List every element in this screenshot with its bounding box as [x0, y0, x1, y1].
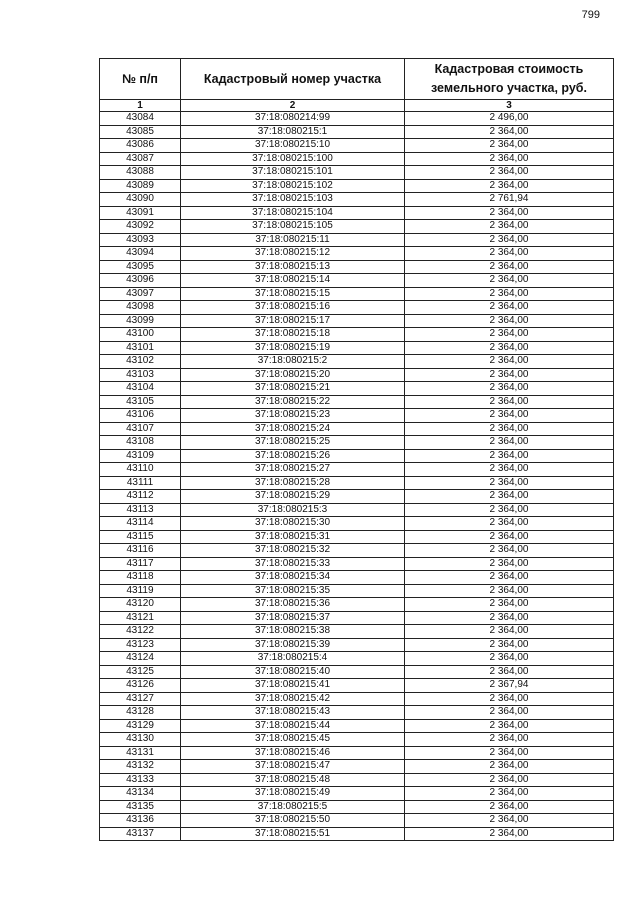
table-row [100, 328, 614, 342]
cadastral-number-cell: 37:18:080215:18 [181, 328, 405, 342]
table-row [100, 787, 614, 801]
table-row [100, 638, 614, 652]
column-number-3: 3 [405, 100, 614, 112]
row-number-cell: 43103 [100, 368, 181, 382]
table-row [100, 220, 614, 234]
cadastral-value-cell: 2 364,00 [405, 422, 614, 436]
cadastral-number-cell: 37:18:080215:17 [181, 314, 405, 328]
row-number-cell: 43089 [100, 179, 181, 193]
cadastral-value-cell: 2 364,00 [405, 625, 614, 639]
cadastral-value-cell: 2 364,00 [405, 476, 614, 490]
cadastral-value-cell: 2 364,00 [405, 125, 614, 139]
table-row [100, 611, 614, 625]
table-row [100, 544, 614, 558]
row-number-cell: 43095 [100, 260, 181, 274]
cadastral-number-cell: 37:18:080215:16 [181, 301, 405, 315]
row-number-cell: 43099 [100, 314, 181, 328]
cadastral-value-cell: 2 364,00 [405, 274, 614, 288]
row-number-cell: 43112 [100, 490, 181, 504]
row-number-cell: 43118 [100, 571, 181, 585]
row-number-cell: 43104 [100, 382, 181, 396]
table-row [100, 760, 614, 774]
cadastral-number-cell: 37:18:080215:4 [181, 652, 405, 666]
table-row [100, 503, 614, 517]
cadastral-number-cell: 37:18:080215:104 [181, 206, 405, 220]
row-number-cell: 43125 [100, 665, 181, 679]
cadastral-value-cell: 2 364,00 [405, 706, 614, 720]
table-row [100, 692, 614, 706]
cadastral-value-cell: 2 364,00 [405, 287, 614, 301]
table-row [100, 395, 614, 409]
row-number-cell: 43129 [100, 719, 181, 733]
cadastral-value-cell: 2 364,00 [405, 368, 614, 382]
row-number-cell: 43120 [100, 598, 181, 612]
table-row [100, 679, 614, 693]
row-number-cell: 43113 [100, 503, 181, 517]
table-row [100, 260, 614, 274]
cadastral-number-cell: 37:18:080215:13 [181, 260, 405, 274]
cadastral-number-cell: 37:18:080215:2 [181, 355, 405, 369]
table-row [100, 112, 614, 126]
table-row [100, 449, 614, 463]
cadastral-value-cell: 2 364,00 [405, 571, 614, 585]
row-number-cell: 43126 [100, 679, 181, 693]
cadastral-number-cell: 37:18:080214:99 [181, 112, 405, 126]
cadastral-value-cell: 2 364,00 [405, 733, 614, 747]
cadastral-number-cell: 37:18:080215:40 [181, 665, 405, 679]
table-row [100, 476, 614, 490]
row-number-cell: 43132 [100, 760, 181, 774]
cadastral-value-cell: 2 364,00 [405, 490, 614, 504]
cadastral-value-cell: 2 364,00 [405, 355, 614, 369]
page-number: 799 [581, 9, 600, 21]
table-row [100, 233, 614, 247]
cadastral-number-cell: 37:18:080215:103 [181, 193, 405, 207]
table-row [100, 125, 614, 139]
row-number-cell: 43107 [100, 422, 181, 436]
cadastral-number-cell: 37:18:080215:51 [181, 827, 405, 841]
cadastral-number-cell: 37:18:080215:24 [181, 422, 405, 436]
table-row [100, 368, 614, 382]
table-row [100, 301, 614, 315]
cadastral-value-cell: 2 364,00 [405, 746, 614, 760]
table-row [100, 530, 614, 544]
cadastral-number-cell: 37:18:080215:30 [181, 517, 405, 531]
cadastral-value-cell: 2 364,00 [405, 409, 614, 423]
cadastral-value-cell: 2 364,00 [405, 341, 614, 355]
row-number-cell: 43133 [100, 773, 181, 787]
row-number-cell: 43131 [100, 746, 181, 760]
cadastral-number-cell: 37:18:080215:102 [181, 179, 405, 193]
cadastral-number-cell: 37:18:080215:41 [181, 679, 405, 693]
cadastral-value-cell: 2 364,00 [405, 206, 614, 220]
table-row [100, 814, 614, 828]
cadastral-number-cell: 37:18:080215:11 [181, 233, 405, 247]
row-number-cell: 43109 [100, 449, 181, 463]
cadastral-number-cell: 37:18:080215:50 [181, 814, 405, 828]
row-number-cell: 43130 [100, 733, 181, 747]
table-row [100, 706, 614, 720]
table-row [100, 314, 614, 328]
cadastral-value-cell: 2 761,94 [405, 193, 614, 207]
cadastral-value-cell: 2 364,00 [405, 463, 614, 477]
cadastral-value-cell: 2 364,00 [405, 665, 614, 679]
cadastral-value-cell: 2 364,00 [405, 544, 614, 558]
table-row [100, 557, 614, 571]
row-number-cell: 43106 [100, 409, 181, 423]
row-number-cell: 43098 [100, 301, 181, 315]
cadastral-value-cell: 2 364,00 [405, 530, 614, 544]
cadastral-number-cell: 37:18:080215:22 [181, 395, 405, 409]
cadastral-number-cell: 37:18:080215:25 [181, 436, 405, 450]
row-number-cell: 43123 [100, 638, 181, 652]
cadastral-value-cell: 2 364,00 [405, 652, 614, 666]
cadastral-number-cell: 37:18:080215:26 [181, 449, 405, 463]
row-number-cell: 43128 [100, 706, 181, 720]
cadastral-number-cell: 37:18:080215:21 [181, 382, 405, 396]
cadastral-value-cell: 2 364,00 [405, 814, 614, 828]
row-number-cell: 43124 [100, 652, 181, 666]
cadastral-value-cell: 2 364,00 [405, 436, 614, 450]
row-number-cell: 43135 [100, 800, 181, 814]
table-row [100, 517, 614, 531]
table-row [100, 827, 614, 841]
row-number-cell: 43096 [100, 274, 181, 288]
cadastral-number-cell: 37:18:080215:1 [181, 125, 405, 139]
cadastral-value-cell: 2 364,00 [405, 557, 614, 571]
cadastral-number-cell: 37:18:080215:27 [181, 463, 405, 477]
row-number-cell: 43084 [100, 112, 181, 126]
table-row [100, 733, 614, 747]
row-number-cell: 43115 [100, 530, 181, 544]
row-number-cell: 43105 [100, 395, 181, 409]
table-row [100, 652, 614, 666]
table-row [100, 719, 614, 733]
cadastral-number-cell: 37:18:080215:101 [181, 166, 405, 180]
header-row [100, 59, 614, 100]
row-number-cell: 43097 [100, 287, 181, 301]
cadastral-number-cell: 37:18:080215:49 [181, 787, 405, 801]
row-number-cell: 43087 [100, 152, 181, 166]
table-row [100, 800, 614, 814]
cadastral-value-cell: 2 364,00 [405, 584, 614, 598]
cadastral-number-cell: 37:18:080215:100 [181, 152, 405, 166]
table-body [100, 112, 614, 841]
row-number-cell: 43090 [100, 193, 181, 207]
row-number-cell: 43122 [100, 625, 181, 639]
header-cadastral-number: Кадастровый номер участка [181, 59, 405, 100]
cadastral-value-cell: 2 364,00 [405, 787, 614, 801]
table-row [100, 152, 614, 166]
row-number-cell: 43094 [100, 247, 181, 261]
table-row [100, 571, 614, 585]
cadastral-value-cell: 2 364,00 [405, 503, 614, 517]
cadastral-value-cell: 2 364,00 [405, 827, 614, 841]
table-row [100, 193, 614, 207]
table-row [100, 341, 614, 355]
row-number-cell: 43088 [100, 166, 181, 180]
table-row [100, 436, 614, 450]
cadastral-number-cell: 37:18:080215:14 [181, 274, 405, 288]
column-number-2: 2 [181, 100, 405, 112]
row-number-cell: 43092 [100, 220, 181, 234]
cadastral-value-cell: 2 364,00 [405, 166, 614, 180]
row-number-cell: 43091 [100, 206, 181, 220]
cadastral-value-cell: 2 364,00 [405, 139, 614, 153]
cadastral-value-cell: 2 364,00 [405, 247, 614, 261]
cadastral-number-cell: 37:18:080215:28 [181, 476, 405, 490]
row-number-cell: 43114 [100, 517, 181, 531]
row-number-cell: 43111 [100, 476, 181, 490]
cadastral-number-cell: 37:18:080215:19 [181, 341, 405, 355]
table-row [100, 287, 614, 301]
cadastral-value-cell: 2 364,00 [405, 611, 614, 625]
cadastral-number-cell: 37:18:080215:105 [181, 220, 405, 234]
column-number-1: 1 [100, 100, 181, 112]
header-row-number: № п/п [100, 59, 181, 100]
table-row [100, 422, 614, 436]
cadastral-value-cell: 2 364,00 [405, 692, 614, 706]
row-number-cell: 43086 [100, 139, 181, 153]
row-number-cell: 43110 [100, 463, 181, 477]
row-number-cell: 43085 [100, 125, 181, 139]
table-header [100, 59, 614, 112]
row-number-cell: 43116 [100, 544, 181, 558]
table-row [100, 746, 614, 760]
cadastral-number-cell: 37:18:080215:29 [181, 490, 405, 504]
cadastral-number-cell: 37:18:080215:31 [181, 530, 405, 544]
cadastral-value-cell: 2 364,00 [405, 301, 614, 315]
cadastral-value-cell: 2 364,00 [405, 395, 614, 409]
cadastral-value-cell: 2 364,00 [405, 260, 614, 274]
cadastral-value-cell: 2 364,00 [405, 314, 614, 328]
table-row [100, 463, 614, 477]
cadastral-number-cell: 37:18:080215:46 [181, 746, 405, 760]
row-number-cell: 43102 [100, 355, 181, 369]
table-row [100, 773, 614, 787]
cadastral-number-cell: 37:18:080215:5 [181, 800, 405, 814]
row-number-cell: 43117 [100, 557, 181, 571]
cadastral-number-cell: 37:18:080215:47 [181, 760, 405, 774]
cadastral-number-cell: 37:18:080215:34 [181, 571, 405, 585]
table-row [100, 247, 614, 261]
table-row [100, 409, 614, 423]
cadastral-number-cell: 37:18:080215:43 [181, 706, 405, 720]
table-row [100, 355, 614, 369]
cadastral-number-cell: 37:18:080215:10 [181, 139, 405, 153]
cadastral-value-cell: 2 364,00 [405, 328, 614, 342]
row-number-cell: 43137 [100, 827, 181, 841]
cadastral-value-cell: 2 364,00 [405, 719, 614, 733]
cadastral-value-cell: 2 367,94 [405, 679, 614, 693]
table-row [100, 166, 614, 180]
cadastral-number-cell: 37:18:080215:37 [181, 611, 405, 625]
row-number-cell: 43121 [100, 611, 181, 625]
table-row [100, 598, 614, 612]
cadastral-value-cell: 2 496,00 [405, 112, 614, 126]
table-row [100, 625, 614, 639]
row-number-cell: 43101 [100, 341, 181, 355]
table-row [100, 665, 614, 679]
row-number-cell: 43134 [100, 787, 181, 801]
column-number-row [100, 100, 614, 112]
cadastral-number-cell: 37:18:080215:20 [181, 368, 405, 382]
cadastral-value-cell: 2 364,00 [405, 220, 614, 234]
cadastral-number-cell: 37:18:080215:35 [181, 584, 405, 598]
cadastral-number-cell: 37:18:080215:39 [181, 638, 405, 652]
table-row [100, 382, 614, 396]
table-row [100, 584, 614, 598]
cadastral-number-cell: 37:18:080215:15 [181, 287, 405, 301]
cadastral-value-table [99, 58, 614, 841]
row-number-cell: 43119 [100, 584, 181, 598]
row-number-cell: 43093 [100, 233, 181, 247]
cadastral-value-cell: 2 364,00 [405, 760, 614, 774]
table-row [100, 490, 614, 504]
cadastral-number-cell: 37:18:080215:48 [181, 773, 405, 787]
cadastral-value-cell: 2 364,00 [405, 598, 614, 612]
cadastral-value-cell: 2 364,00 [405, 382, 614, 396]
cadastral-value-cell: 2 364,00 [405, 233, 614, 247]
cadastral-number-cell: 37:18:080215:45 [181, 733, 405, 747]
cadastral-number-cell: 37:18:080215:32 [181, 544, 405, 558]
row-number-cell: 43136 [100, 814, 181, 828]
cadastral-value-cell: 2 364,00 [405, 517, 614, 531]
header-cadastral-value: Кадастровая стоимость земельного участка, руб. [405, 59, 614, 100]
cadastral-number-cell: 37:18:080215:23 [181, 409, 405, 423]
cadastral-number-cell: 37:18:080215:42 [181, 692, 405, 706]
cadastral-number-cell: 37:18:080215:3 [181, 503, 405, 517]
table-row [100, 179, 614, 193]
cadastral-number-cell: 37:18:080215:33 [181, 557, 405, 571]
cadastral-value-cell: 2 364,00 [405, 638, 614, 652]
table-row [100, 139, 614, 153]
row-number-cell: 43108 [100, 436, 181, 450]
cadastral-value-cell: 2 364,00 [405, 449, 614, 463]
cadastral-value-cell: 2 364,00 [405, 152, 614, 166]
cadastral-number-cell: 37:18:080215:44 [181, 719, 405, 733]
table-row [100, 274, 614, 288]
cadastral-number-cell: 37:18:080215:36 [181, 598, 405, 612]
row-number-cell: 43127 [100, 692, 181, 706]
table-row [100, 206, 614, 220]
cadastral-value-cell: 2 364,00 [405, 773, 614, 787]
cadastral-number-cell: 37:18:080215:38 [181, 625, 405, 639]
row-number-cell: 43100 [100, 328, 181, 342]
cadastral-value-cell: 2 364,00 [405, 179, 614, 193]
cadastral-number-cell: 37:18:080215:12 [181, 247, 405, 261]
cadastral-value-cell: 2 364,00 [405, 800, 614, 814]
